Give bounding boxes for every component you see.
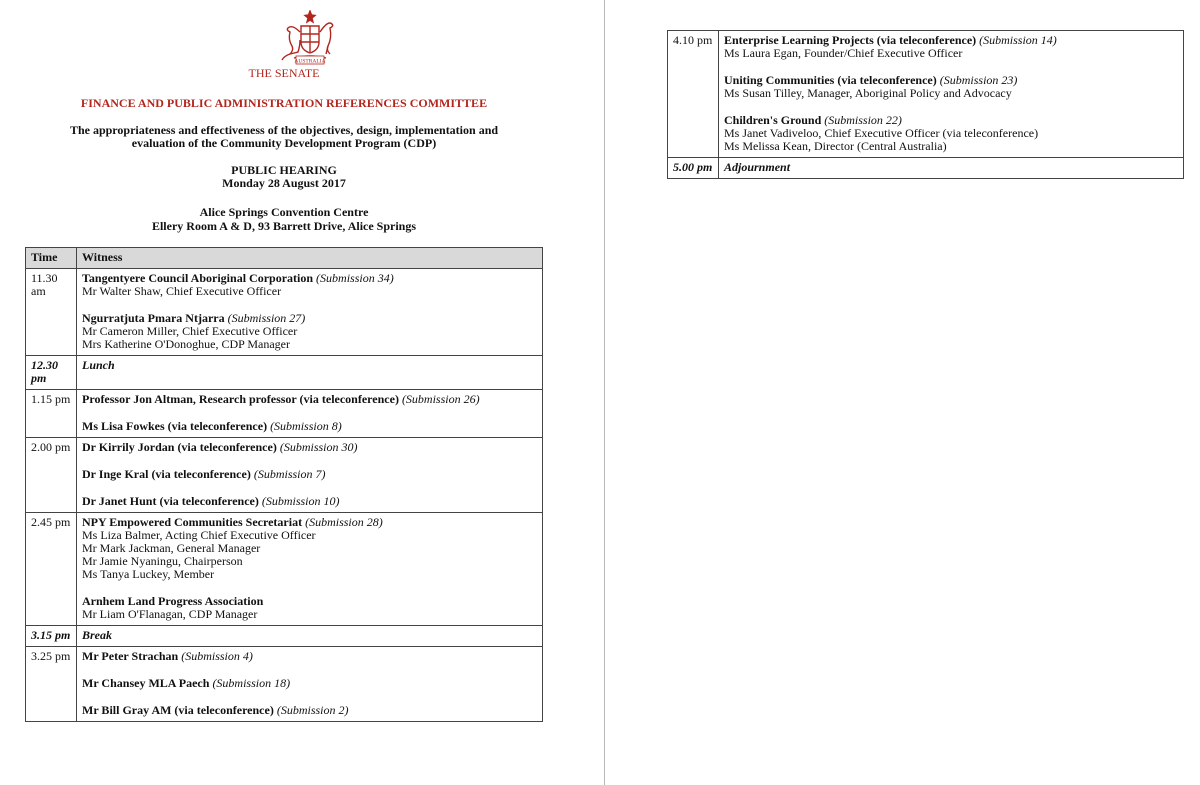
witness-entry bbox=[82, 420, 537, 433]
committee-title: FINANCE AND PUBLIC ADMINISTRATION REFERENCES COMMITTEE bbox=[80, 96, 488, 110]
witness-cell bbox=[77, 438, 543, 513]
witness-heading bbox=[82, 468, 537, 481]
session-label: Adjournment bbox=[724, 160, 791, 174]
witness-entry bbox=[82, 650, 537, 663]
witness-name: Mr Bill Gray AM (via teleconference) bbox=[82, 703, 274, 717]
witness-person: Ms Susan Tilley, Manager, Aboriginal Policy and Advocacy bbox=[724, 86, 1012, 100]
submission-ref: (Submission 8) bbox=[270, 419, 342, 433]
time-cell: 3.15 pm bbox=[26, 626, 77, 647]
witness-person: Ms Liza Balmer, Acting Chief Executive Officer bbox=[82, 528, 316, 542]
venue-info bbox=[25, 205, 543, 233]
witness-cell bbox=[77, 626, 543, 647]
witness-entry bbox=[82, 312, 537, 351]
time-cell: 5.00 pm bbox=[668, 158, 719, 179]
venue-name: Alice Springs Convention Centre bbox=[199, 205, 369, 219]
witness-entry bbox=[82, 441, 537, 454]
witness-cell bbox=[77, 269, 543, 356]
table-row bbox=[26, 356, 543, 390]
witness-name: NPY Empowered Communities Secretariat bbox=[82, 515, 303, 529]
witness-cell bbox=[77, 390, 543, 438]
witness-person: Ms Melissa Kean, Director (Central Australia) bbox=[724, 139, 947, 153]
inquiry-title: The appropriateness and effectiveness of the objectives, design, implementation and evaluation of the Community Development Program (CDP) bbox=[69, 123, 499, 150]
hearing-date: Monday 28 August 2017 bbox=[222, 176, 346, 190]
witness-name: Uniting Communities (via teleconference) bbox=[724, 73, 937, 87]
submission-ref: (Submission 27) bbox=[227, 311, 306, 325]
witness-entry bbox=[82, 704, 537, 717]
witness-entry bbox=[724, 114, 1178, 153]
witness-name: Enterprise Learning Projects (via teleconference) bbox=[724, 33, 977, 47]
witness-cell bbox=[719, 31, 1184, 158]
table-header-row bbox=[26, 248, 543, 269]
venue-address: Ellery Room A & D, 93 Barrett Drive, Alice Springs bbox=[151, 219, 417, 233]
schedule-table-right bbox=[667, 30, 1184, 179]
svg-text:AUSTRALIA: AUSTRALIA bbox=[294, 58, 326, 65]
submission-ref: (Submission 7) bbox=[253, 467, 326, 481]
senate-title: THE SENATE bbox=[248, 66, 320, 80]
witness-person: Mr Walter Shaw, Chief Executive Officer bbox=[82, 284, 282, 298]
time-cell: 2.45 pm bbox=[26, 513, 77, 626]
submission-ref: (Submission 28) bbox=[305, 515, 383, 529]
submission-ref: (Submission 14) bbox=[979, 33, 1057, 47]
witness-cell bbox=[719, 158, 1184, 179]
time-cell: 3.25 pm bbox=[26, 647, 77, 722]
submission-ref: (Submission 10) bbox=[261, 494, 340, 508]
witness-name: Dr Kirrily Jordan (via teleconference) bbox=[82, 440, 277, 454]
time-cell: 4.10 pm bbox=[668, 31, 719, 158]
page-divider bbox=[604, 0, 605, 785]
witness-entry bbox=[82, 495, 537, 508]
submission-ref: (Submission 22) bbox=[824, 113, 902, 127]
witness-heading bbox=[82, 441, 537, 454]
witness-heading bbox=[82, 420, 537, 433]
time-column-header: Time bbox=[26, 248, 77, 269]
table-row bbox=[26, 513, 543, 626]
submission-ref: (Submission 30) bbox=[279, 440, 358, 454]
witness-entry bbox=[724, 74, 1178, 100]
time-cell: 11.30 am bbox=[26, 269, 77, 356]
witness-name: Ngurratjuta Pmara Ntjarra bbox=[82, 311, 225, 325]
schedule-table-left bbox=[25, 247, 543, 722]
witness-person: Ms Laura Egan, Founder/Chief Executive Officer bbox=[724, 46, 963, 60]
witness-person: Mrs Katherine O'Donoghue, CDP Manager bbox=[82, 337, 291, 351]
witness-entry bbox=[82, 468, 537, 481]
hearing-title: PUBLIC HEARING bbox=[231, 163, 337, 177]
witness-name: Ms Lisa Fowkes (via teleconference) bbox=[82, 419, 268, 433]
submission-ref: (Submission 34) bbox=[316, 271, 394, 285]
table-row bbox=[26, 390, 543, 438]
submission-ref: (Submission 4) bbox=[181, 649, 253, 663]
table-row bbox=[668, 158, 1184, 179]
session-label: Lunch bbox=[82, 358, 115, 372]
submission-ref: (Submission 23) bbox=[939, 73, 1018, 87]
witness-heading bbox=[82, 704, 537, 717]
witness-heading bbox=[82, 677, 537, 690]
submission-ref: (Submission 2) bbox=[276, 703, 349, 717]
time-cell: 12.30 pm bbox=[26, 356, 77, 390]
witness-name: Children's Ground bbox=[724, 113, 822, 127]
submission-ref: (Submission 18) bbox=[212, 676, 291, 690]
witness-name: Arnhem Land Progress Association bbox=[82, 594, 264, 608]
submission-ref: (Submission 26) bbox=[401, 392, 480, 406]
table-row bbox=[26, 647, 543, 722]
witness-person: Mr Mark Jackman, General Manager bbox=[82, 541, 261, 555]
witness-name: Dr Janet Hunt (via teleconference) bbox=[82, 494, 259, 508]
witness-heading bbox=[82, 495, 537, 508]
witness-name: Mr Peter Strachan bbox=[82, 649, 179, 663]
coat-of-arms-icon bbox=[278, 10, 342, 66]
witness-entry bbox=[82, 272, 537, 298]
witness-column-header: Witness bbox=[77, 248, 543, 269]
witness-heading bbox=[82, 393, 537, 406]
witness-person: Ms Tanya Luckey, Member bbox=[82, 567, 215, 581]
witness-name: Tangentyere Council Aboriginal Corporation bbox=[82, 271, 314, 285]
witness-person: Ms Janet Vadiveloo, Chief Executive Officer (via teleconference) bbox=[724, 126, 1039, 140]
hearing-info bbox=[25, 164, 543, 190]
witness-person: Mr Liam O'Flanagan, CDP Manager bbox=[82, 607, 258, 621]
witness-name: Mr Chansey MLA Paech bbox=[82, 676, 210, 690]
witness-entry bbox=[724, 34, 1178, 60]
table-row bbox=[26, 438, 543, 513]
table-row bbox=[668, 31, 1184, 158]
witness-name: Professor Jon Altman, Research professor (via teleconference) bbox=[82, 392, 399, 406]
session-label: Break bbox=[82, 628, 112, 642]
witness-person: Mr Jamie Nyaningu, Chairperson bbox=[82, 554, 243, 568]
witness-entry bbox=[82, 595, 537, 621]
witness-cell bbox=[77, 647, 543, 722]
witness-cell bbox=[77, 513, 543, 626]
witness-entry bbox=[82, 393, 537, 406]
table-row bbox=[26, 269, 543, 356]
witness-name: Dr Inge Kral (via teleconference) bbox=[82, 467, 251, 481]
witness-cell bbox=[77, 356, 543, 390]
witness-entry bbox=[82, 677, 537, 690]
time-cell: 2.00 pm bbox=[26, 438, 77, 513]
table-row bbox=[26, 626, 543, 647]
time-cell: 1.15 pm bbox=[26, 390, 77, 438]
witness-heading bbox=[82, 650, 537, 663]
witness-person: Mr Cameron Miller, Chief Executive Officer bbox=[82, 324, 298, 338]
witness-entry bbox=[82, 516, 537, 581]
